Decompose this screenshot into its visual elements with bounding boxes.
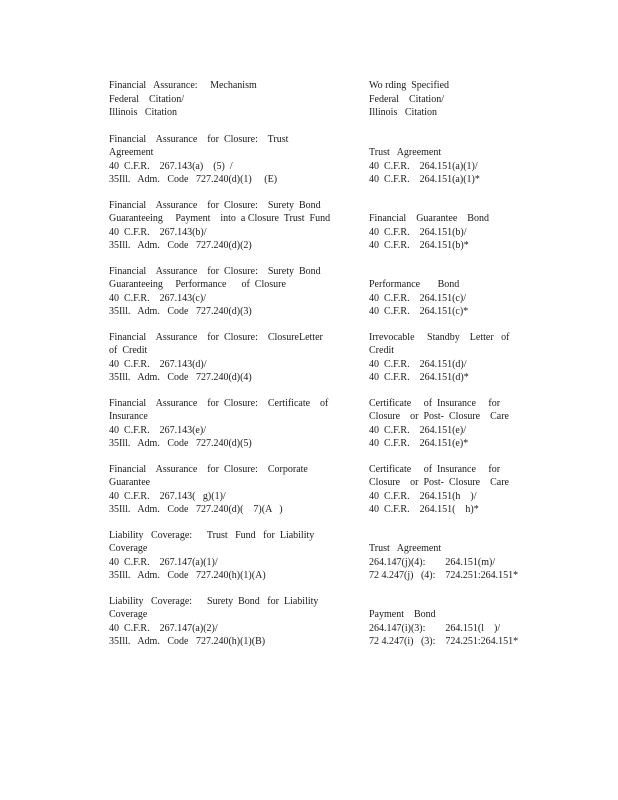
cell-line: 35Ill. Adm. Code 727.240(h)(1)(A) — [109, 570, 266, 581]
table-header — [109, 79, 519, 120]
cell-line — [369, 199, 519, 213]
wording-cell — [369, 595, 519, 649]
cell-line: 264.147(i)(3): 264.151(l )/ — [369, 622, 501, 634]
wording-cell — [369, 265, 519, 319]
cell-line: Agreement — [109, 147, 154, 158]
cell-line: Irrevocable Standby Letter of — [369, 331, 510, 343]
cell-line — [369, 529, 519, 543]
cell-line: Financial Assurance for Closure: Certificate of — [109, 397, 329, 409]
cell-line: 40 C.F.R. 267.143(a) (5) / — [109, 160, 233, 172]
cell-line: 40 C.F.R. 264.151(a)(1)* — [369, 174, 480, 185]
cell-line: 40 C.F.R. 267.147(a)(1)/ — [109, 556, 218, 568]
cell-line: Credit — [369, 345, 394, 356]
cell-line: Closure or Post- Closure Care — [369, 411, 509, 422]
cell-line: Payment Bond — [369, 609, 436, 620]
cell-line: Financial Assurance for Closure: Corporate — [109, 463, 308, 475]
cell-line: 40 C.F.R. 264.151(c)* — [369, 306, 469, 317]
cell-line: 35Ill. Adm. Code 727.240(d)(2) — [109, 240, 252, 251]
cell-line: Financial Assurance for Closure: Surety Bond — [109, 265, 321, 277]
cell-line: Liability Coverage: Surety Bond for Liability — [109, 595, 319, 607]
cell-line — [369, 595, 519, 609]
header-line: Financial Assurance: Mechanism — [109, 80, 257, 91]
table-row — [109, 133, 519, 187]
cell-line: Certificate of Insurance for — [369, 463, 501, 475]
cell-line: 40 C.F.R. 264.151(a)(1)/ — [369, 160, 478, 172]
mechanism-cell — [109, 595, 339, 649]
table-row — [109, 595, 519, 649]
cell-line: 35Ill. Adm. Code 727.240(d)(4) — [109, 372, 252, 383]
cell-line: Financial Assurance for Closure: ClosureLetter — [109, 331, 323, 343]
cell-line: Coverage — [109, 543, 148, 554]
cell-line: 40 C.F.R. 264.151(c)/ — [369, 292, 466, 304]
cell-line: Coverage — [109, 609, 148, 620]
cell-line: 40 C.F.R. 264.151(d)* — [369, 372, 469, 383]
table-row — [109, 331, 519, 385]
wording-cell — [369, 463, 519, 517]
wording-cell — [369, 397, 519, 451]
header-line: Wo rding Specified — [369, 80, 450, 91]
cell-line: 72 4.247(i) (3): 724.251:264.151* — [369, 636, 519, 647]
mechanism-cell — [109, 331, 339, 385]
cell-line: Guarantee — [109, 477, 151, 488]
header-line: Federal Citation/ — [369, 93, 444, 105]
wording-cell — [369, 133, 519, 187]
cell-line: 40 C.F.R. 264.151(b)/ — [369, 226, 467, 238]
cell-line: Financial Guarantee Bond — [369, 213, 489, 224]
wording-cell — [369, 199, 519, 253]
table-row — [109, 265, 519, 319]
citation-table — [109, 79, 519, 661]
cell-line: Trust Agreement — [369, 147, 442, 158]
cell-line — [369, 265, 519, 279]
cell-line: 40 C.F.R. 264.151( h)* — [369, 504, 479, 515]
cell-line: 40 C.F.R. 267.143(b)/ — [109, 226, 207, 238]
header-line: Illinois Citation — [369, 107, 438, 118]
table-row — [109, 199, 519, 253]
cell-line: Performance Bond — [369, 279, 460, 290]
cell-line: Closure or Post- Closure Care — [369, 477, 509, 488]
cell-line: Guaranteeing Performance of Closure — [109, 279, 286, 290]
mechanism-cell — [109, 265, 339, 319]
cell-line: Guaranteeing Payment into a Closure Trust Fund — [109, 213, 331, 224]
mechanism-cell — [109, 199, 339, 253]
cell-line: of Credit — [109, 345, 148, 356]
table-row — [109, 397, 519, 451]
cell-line: 35Ill. Adm. Code 727.240(d)(1) (E) — [109, 174, 278, 185]
cell-line: 35Ill. Adm. Code 727.240(h)(1)(B) — [109, 636, 266, 647]
cell-line: 72 4.247(j) (4): 724.251:264.151* — [369, 570, 519, 581]
cell-line: 40 C.F.R. 267.143( g)(1)/ — [109, 490, 226, 502]
header-right — [369, 79, 519, 120]
table-row — [109, 529, 519, 583]
cell-line: Certificate of Insurance for — [369, 397, 501, 409]
cell-line: 40 C.F.R. 264.151(e)* — [369, 438, 469, 449]
header-left — [109, 79, 339, 120]
cell-line: Financial Assurance for Closure: Surety Bond — [109, 199, 321, 211]
cell-line: 264.147(j)(4): 264.151(m)/ — [369, 556, 496, 568]
wording-cell — [369, 331, 519, 385]
table-body — [109, 133, 519, 649]
mechanism-cell — [109, 397, 339, 451]
cell-line: 35Ill. Adm. Code 727.240(d)( 7)(A ) — [109, 504, 283, 515]
header-line: Federal Citation/ — [109, 93, 184, 105]
cell-line: 35Ill. Adm. Code 727.240(d)(3) — [109, 306, 252, 317]
cell-line: Liability Coverage: Trust Fund for Liability — [109, 529, 315, 541]
cell-line: 40 C.F.R. 267.143(d)/ — [109, 358, 207, 370]
cell-line: Insurance — [109, 411, 148, 422]
cell-line: 40 C.F.R. 264.151(d)/ — [369, 358, 467, 370]
cell-line: 40 C.F.R. 264.151(b)* — [369, 240, 469, 251]
table-row — [109, 463, 519, 517]
cell-line: Trust Agreement — [369, 543, 442, 554]
cell-line: 40 C.F.R. 264.151(h )/ — [369, 490, 477, 502]
mechanism-cell — [109, 463, 339, 517]
cell-line: 40 C.F.R. 267.147(a)(2)/ — [109, 622, 218, 634]
cell-line: 40 C.F.R. 267.143(c)/ — [109, 292, 206, 304]
cell-line: 40 C.F.R. 267.143(e)/ — [109, 424, 206, 436]
cell-line: Financial Assurance for Closure: Trust — [109, 133, 289, 145]
cell-line: 35Ill. Adm. Code 727.240(d)(5) — [109, 438, 252, 449]
wording-cell — [369, 529, 519, 583]
header-line: Illinois Citation — [109, 107, 178, 118]
mechanism-cell — [109, 133, 339, 187]
cell-line: 40 C.F.R. 264.151(e)/ — [369, 424, 466, 436]
cell-line — [369, 133, 519, 147]
mechanism-cell — [109, 529, 339, 583]
